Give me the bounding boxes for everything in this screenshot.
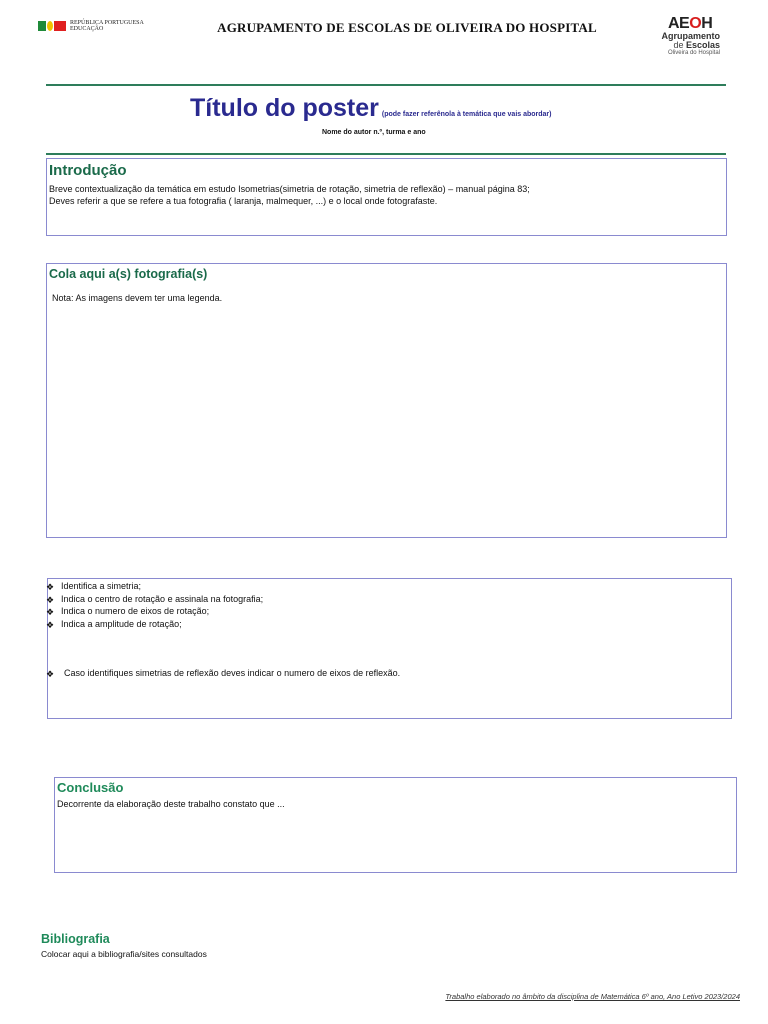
school-name: AGRUPAMENTO DE ESCOLAS DE OLIVEIRA DO HOSPITAL	[217, 20, 597, 35]
diamond-bullet-icon: ❖	[46, 669, 55, 679]
diamond-bullet-icon: ❖	[46, 619, 55, 630]
footer-note: Trabalho elaborado no âmbito da disciplina de Matemática 6º ano, Ano Letivo 2023/2024	[445, 992, 740, 1001]
conclusion-heading: Conclusão	[57, 780, 124, 795]
aeoh-logo	[656, 16, 726, 56]
tasks-list	[48, 580, 263, 630]
aeoh-line2	[656, 41, 720, 50]
photos-heading: Cola aqui a(s) fotografia(s)	[49, 267, 208, 281]
title-divider	[46, 153, 726, 155]
intro-line2: Deves referir a que se refere a tua fotografia ( laranja, malmequer, ...) e o local onde fotografaste.	[49, 196, 438, 206]
aeoh-mark-h: H	[701, 15, 713, 32]
list-item: ❖ Indica o centro de rotação e assinala na fotografia;	[46, 593, 264, 605]
intro-line1: Breve contextualização da temática em estudo Isometrias(simetria de rotação, simetria de reflexão) – manual página 83;	[49, 184, 530, 194]
top-divider	[46, 84, 726, 86]
tasks-box	[47, 578, 732, 719]
diamond-bullet-icon: ❖	[46, 607, 55, 617]
conclusion-box	[54, 777, 737, 873]
list-item: ❖ Indica a amplitude de rotação;	[46, 618, 182, 630]
aeoh-line1: Agrupamento	[661, 31, 720, 41]
poster-title	[190, 94, 552, 123]
aeoh-de: de	[673, 40, 684, 50]
aeoh-mark	[668, 16, 726, 32]
rp-line2: EDUCAÇÃO	[70, 26, 104, 32]
intro-box	[46, 158, 727, 236]
intro-heading: Introdução	[49, 162, 127, 179]
bibliography-text: Colocar aqui a bibliografia/sites consultados	[41, 949, 207, 959]
aeoh-escolas: Escolas	[685, 40, 720, 50]
diamond-bullet-icon: ❖	[46, 582, 55, 592]
conclusion-text: Decorrente da elaboração deste trabalho constato que ...	[57, 799, 285, 809]
photos-note: Nota: As imagens devem ter uma legenda.	[52, 293, 223, 303]
rp-line1: REPÚBLICA PORTUGUESA	[70, 20, 144, 26]
aeoh-mark-o: O	[689, 15, 702, 32]
bibliography-heading: Bibliografia	[41, 932, 110, 946]
aeoh-mark-a: AE	[668, 15, 690, 32]
intro-text	[49, 183, 724, 207]
list-item: ❖ Identifica a simetria;	[46, 581, 142, 592]
aeoh-line3: Oliveira do Hospital	[667, 50, 720, 56]
author-line: Nome do autor n.º, turma e ano	[322, 129, 426, 136]
diamond-bullet-icon: ❖	[46, 594, 55, 605]
photos-box	[46, 263, 727, 538]
list-item: ❖ Indica o numero de eixos de rotação;	[46, 606, 210, 617]
poster-title-main: Título do poster	[190, 94, 379, 122]
list-item: ❖ Caso identifiques simetrias de reflexão deves indicar o numero de eixos de reflexão.	[46, 668, 401, 679]
poster-title-note: (pode fazer referênola à temática que vais abordar)	[381, 111, 552, 118]
tasks-extra-list	[48, 667, 400, 680]
